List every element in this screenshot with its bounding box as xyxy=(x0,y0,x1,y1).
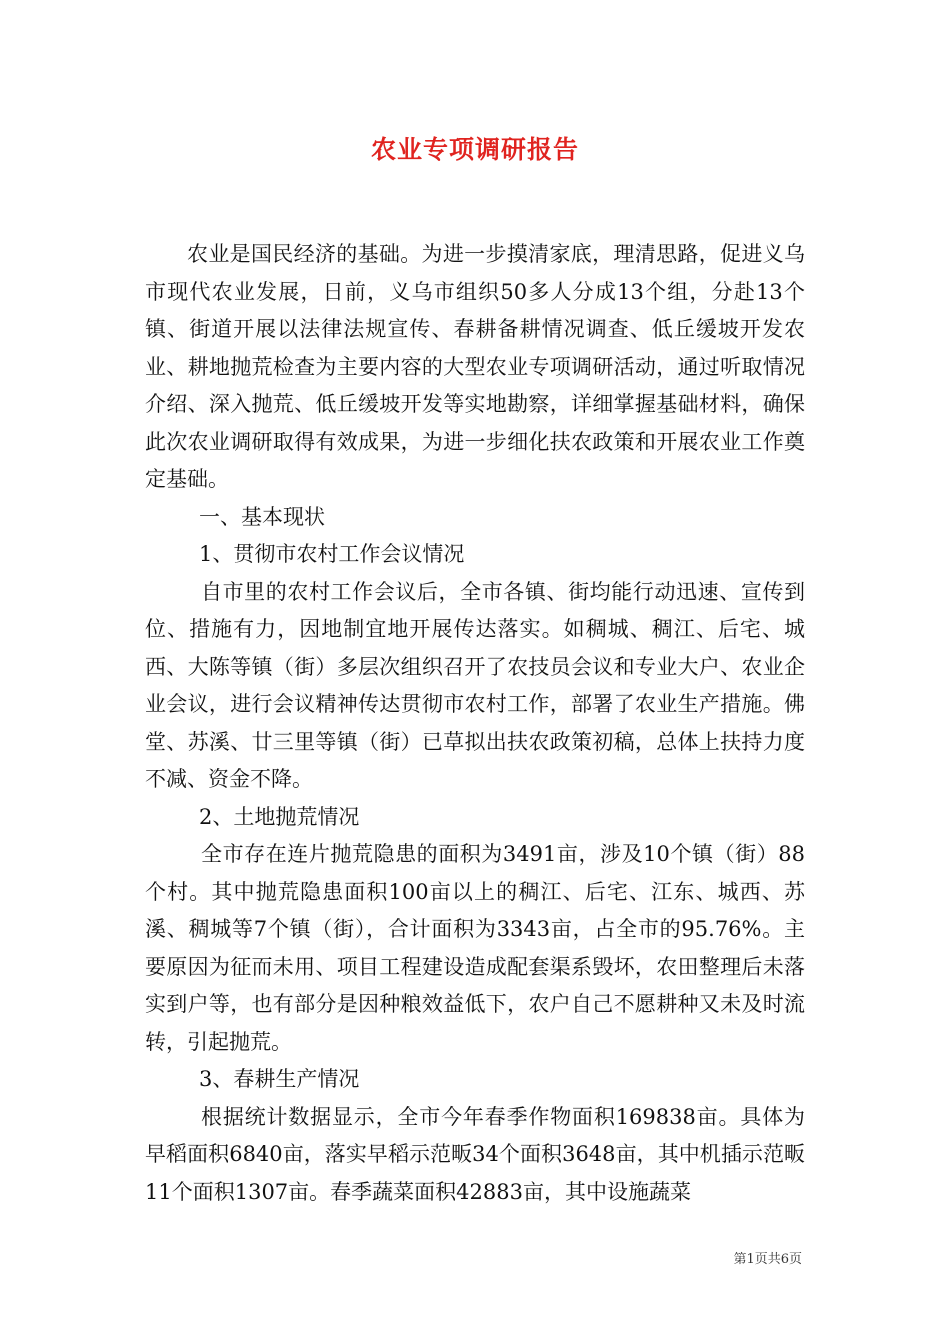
land-paragraph: 全市存在连片抛荒隐患的面积为3491亩，涉及10个镇（街）88个村。其中抛荒隐患面积100亩以上的稠江、后宅、江东、城西、苏溪、稠城等7个镇（街），合计面积为3343亩，占全市的95.76%。主要原因为征而未用、项目工程建设造成配套渠系毁坏，农田整理后未落实到户等，也有部分是因种粮效益低下，农户自己不愿耕种又未及时流转，引起抛荒。 xyxy=(145,842,805,1054)
page-number: 第1页共6页 xyxy=(733,1252,802,1267)
section-heading-basic-status: 一、基本现状 xyxy=(199,504,325,529)
subsection-heading-meeting: 1、贯彻市农村工作会议情况 xyxy=(199,542,465,566)
document-title: 农业专项调研报告 xyxy=(370,135,579,164)
spring-paragraph: 根据统计数据显示，全市今年春季作物面积169838亩。具体为早稻面积6840亩，落实早稻示范畈34个面积3648亩，其中机插示范畈11个面积1307亩。春季蔬菜面积42883亩，其中设施蔬菜 xyxy=(145,1104,805,1204)
intro-paragraph: 农业是国民经济的基础。为进一步摸清家底，理清思路，促进义乌市现代农业发展，日前，义乌市组织50多人分成13个组，分赴13个镇、街道开展以法律法规宣传、春耕备耕情况调查、低丘缓坡开发农业、耕地抛荒检查为主要内容的大型农业专项调研活动，通过听取情况介绍、深入抛荒、低丘缓坡开发等实地勘察，详细掌握基础材料，确保此次农业调研取得有效成果，为进一步细化扶农政策和开展农业工作奠定基础。 xyxy=(145,242,805,491)
subsection-heading-land: 2、土地抛荒情况 xyxy=(199,804,360,829)
subsection-heading-spring: 3、春耕生产情况 xyxy=(199,1067,360,1091)
meeting-paragraph: 自市里的农村工作会议后，全市各镇、街均能行动迅速、宣传到位、措施有力，因地制宜地开展传达落实。如稠城、稠江、后宅、城西、大陈等镇（街）多层次组织召开了农技员会议和专业大户、农业企业会议，进行会议精神传达贯彻市农村工作，部署了农业生产措施。佛堂、苏溪、廿三里等镇（街）已草拟出扶农政策初稿，总体上扶持力度不减、资金不降。 xyxy=(145,579,805,791)
document-body xyxy=(145,236,805,1211)
